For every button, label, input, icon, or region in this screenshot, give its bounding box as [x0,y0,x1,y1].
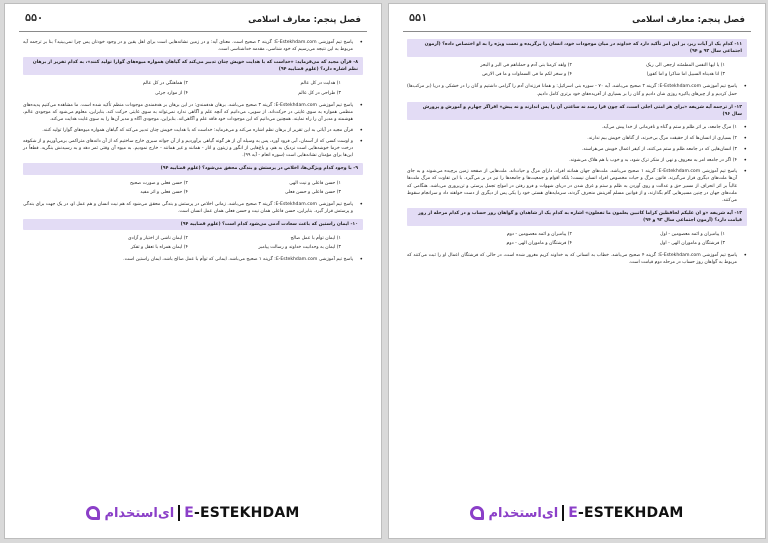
answer-paragraph: • ۳) انسان‌هایی که در جامعه ظلم و ستم می‌کنند، از کیفر اعمال خویش می‌هراسند. [407,145,747,154]
question-box: ۱۰- ایمان راستین که باعث سعادت آدمی می‌شود کدام است؟ (علوم قضاییه ۹۴) [23,219,363,230]
logo-divider [562,505,564,521]
page-content [407,36,747,486]
answer-option: ۲) ولقد کرمنا بنی آدم و حملناهم فی البر و البحر [480,63,572,69]
answer-paragraph: • پاسخ تیم آموزشی E-Estekhdam.com: گزینه ۲ صحیح می‌باشد. آیه ۷۰ - سوره بنی اسرائیل: و همانا فرزندان آدم را گرامی داشتیم و آنان را در خشکی و دریا (بر مرکب‌ها) حمل کردیم و از چیزهای پاکیزه روزی شان دادیم و آنان را بر بسیاری از آفریده‌های خود برتری کامل دادیم. [407,82,747,98]
answer-paragraph: • و اوست کسی که از آسمان، آبی فرود آورد، پس به وسیله آن از هر گونه گیاهی برآوردیم و از آن جوانه سبزی خارج ساختیم که از آن دانه‌های متراکمی برمی‌آوریم و از شکوفه درخت خرما خوشه‌هایی است نزدیک به هم، و باغ‌هایی از انگور و زیتون و انار - همانند و غیر همانند - خارج نمودیم. به میوه آن وقتی ثمر دهد و به رسیدنش بنگرید. قطعاً در این‌ها برای مؤمنان نشانه‌هایی است (سوره انعام - آیه ۹۹). [23,137,363,160]
answer-option: ۴) از موارد جزئی [155,90,188,96]
left-page [4,3,382,539]
brand-logo [449,502,705,524]
right-page [388,3,766,539]
logo-e-icon [86,506,100,520]
answer-option: ۴) فرشتگان و ماموران الهی - دوم [506,241,572,247]
answer-option: ۳) انا هدیناه السبیل اما شاکرا و اما کفورا [646,72,725,78]
page-number: ۵۵۱ [409,13,428,24]
chapter-title: فصل پنجم: معارف اسلامی [248,15,361,25]
answer-option: ۳) فرشتگان و ماموران الهی - اول [659,241,725,247]
answer-options [23,78,363,98]
page-content [23,36,363,486]
brand-fa: ای‌استخدام [104,505,175,521]
answer-option: ۱) هدایت در کل عالم [300,81,341,87]
question-box: ۹- با وجود کدام ویژگی‌ها، اخلاص در پرستش و بندگی محقق می‌شود؟ (علوم قضاییه ۹۴) [23,163,363,174]
answer-option: ۴) و سخر لکم ما فی السماوات و ما فی الارض [482,72,572,78]
answer-option: ۲) ایمان ناشی از اختیار و آزادی [128,236,188,242]
answer-options [407,60,747,80]
answer-paragraph: • پاسخ تیم آموزشی E-Estekhdam.com: گزینه ۳ صحیح می‌باشد. برهان هدفمندی: در این برهان بر هدفمندی موجودات منظم تأکید شده است. ما مشاهده می‌کنیم پدیده‌های منظمی همواره به سوی غایتی در حرکت‌اند. از سویی، می‌دانیم که آنچه علم و آگاهی ندارد نمی‌تواند به سوی غایتی حرکت کند. بنابراین، معلوم می‌شود که موجودی عالم، هوشمند و مدبر آن را راه نمایند. همچنین می‌دانیم که این موجودات خود فاقد علم و آگاهی‌اند. بنابراین، موجودی آگاه و مدبر آن‌ها را به سوی غایت هدایت می‌کند. [23,101,363,124]
answer-option: ۲) حسن فعلی و صورت صحیح [129,180,188,186]
answer-option: ۳) حسن فاعلی و حسن فعلی [284,189,341,195]
answer-paragraph: • پاسخ تیم آموزشی E-Estekhdam.com: گزینه ۱ صحیح می‌باشد. ملت‌های جهان همانند افراد، دارای مرگ و حیات‌اند. ملت‌هایی از صفحه زمین برچیده می‌شوند و به جای آن‌ها ملت‌های دیگری قرار می‌گیرند. قانون مرگ و حیات مخصوص افراد انسان نیست؛ بلکه اقوام و جمعیت‌ها و جامعه‌ها را نیز در بر می‌گیرد. با این تفاوت که مرگ ملت‌ها غالباً بر اثر انحراف از مسیر حق و عدالت و روی آوردن به ظلم و ستم و غرق شدن در دریای شهوات و فرو رفتن در امواج تجمل پرستی و تن‌پروری می‌باشد. هنگامی که ملت‌های جهان در چنین مسیرهایی گام بگذارند، و از قوانین مسلم آفرینش منحرف گردند، سرمایه‌های هستی خود را یکی پس از دیگری از دست خواهند داد و سرانجام سقوط می‌کنند. [407,167,747,205]
answer-paragraph: • پاسخ تیم آموزشی E-Estekhdam.com: گزینه ۲ صحیح است. معنای آیه: و در زمین نشانه‌هایی است برای اهل یقین و در وجود خودتان پس چرا نمی‌بینید؟ بنا بر ترجمه آیه مربوط به این نتیجه می‌رسیم که خود شناسی، مقدمه خداشناسی است. [23,38,363,54]
answer-paragraph: • ۴) اگر در جامعه امر به معروف و نهی از منکر ترک شود، بد و خوب با هم هلاک می‌شوند. [407,156,747,165]
chapter-title: فصل پنجم: معارف اسلامی [632,15,745,25]
answer-option: ۴) ایمان همراه با تعقل و تفکر [130,245,188,251]
answer-options [23,178,363,198]
brand-en: E-ESTEKHDAM [568,505,684,521]
answer-paragraph: • ۱) مرگ جامعه، بر اثر ظلم و ستم و گناه و نافرمانی از خدا پیش می‌آید. [407,123,747,132]
logo-divider [178,505,180,521]
question-box: ۱۳- آیه شریفه «و ان علیکم لحافظین کراما کاتبین یعلمون ما تفعلون» اشاره به کدام یک از شاهدان و گواهان روز حساب و در کدام مرحله از روز قیامت دارد؟ (آزمون اجتماعی سال ۹۳ و ۹۴) [407,208,747,226]
answer-option: ۳) ایمان به وحدانیت خداوند و رسالت پیامبر [258,245,341,251]
page-header [403,13,751,32]
logo-e-icon [470,506,484,520]
answer-option: ۲) پیامبران و ائمه معصومین - دوم [506,232,572,238]
page-header [19,13,367,32]
answer-options [407,229,747,249]
page-number: ۵۵۰ [25,13,44,24]
answer-options [23,233,363,253]
answer-paragraph: • پاسخ تیم آموزشی E-Estekhdam.com: گزینه ۱ صحیح می‌باشد. ایمانی که توأم با عمل صالح باشد، ایمان راستین است. [23,255,363,264]
answer-paragraph: • قرآن مجید در آیاتی به این تقریر از برهان نظم اشاره می‌کند و می‌فرماید: خداست که با هدایت خویش چنان تدبیر می‌کند که گیاهان همواره میوه‌های گوارا تولید کنند. [23,126,363,135]
answer-paragraph: • ۲) بسیاری از انسان‌ها که از حقیقت مرگ بی‌خبرند، از گناهان خویش بیم ندارند. [407,134,747,143]
brand-fa: ای‌استخدام [488,505,559,521]
brand-logo [65,502,321,524]
answer-option: ۱) پیامبران و ائمه معصومین - اول [660,232,725,238]
answer-option: ۳) طراحی در کل عالم [298,90,341,96]
answer-option: ۴) حسن فعلی و اثر مفید [140,189,188,195]
answer-option: ۱) ایمان توأم با عمل صالح [290,236,341,242]
brand-en: E-ESTEKHDAM [184,505,300,521]
answer-paragraph: • پاسخ تیم آموزشی E-Estekhdam.com: گزینه ۴ صحیح می‌باشد. خطاب به انسانی که به خداوند کریم مغرور شده است، در حالی که فرشتگان اعمال او را ثبت می‌کنند که مربوط به گواهان روز حساب در مرحله دوم قیامت است. [407,251,747,267]
answer-option: ۲) هماهنگی در کل عالم [142,81,188,87]
answer-option: ۱) حسن فاعلی و نیت الهی [289,180,341,186]
question-box: ۱۱- کدام یک از آیات زیر، بر این امر تأکید دارد که خداوند در میان موجودات خود، انسان را برگزیده و نعمت ویژه را به او اختصاص داده؟ (آزمون اجتماعی سال ۹۳ و ۹۴) [407,39,747,57]
answer-paragraph: • پاسخ تیم آموزشی E-Estekhdam.com: گزینه ۳ صحیح می‌باشد. زمانی اخلاص در پرستش و بندگی محقق می‌شود که هم نیت انسان و هم عمل او، در یک جهت برای بندگی و پرستش قرار گیرد. بنابراین، حسن فاعلی همان نیت و حسن فعلی همان عمل انسان است. [23,200,363,216]
question-box: ۱۲- از ترجمه آیه شریفه «برای هر امتی اجلی است، که چون فرا رسد نه ساعتی آن را پس اندازند و نه پیش» افزاگر چهارم و آموزش و پرورش سال ۹۶) [407,102,747,120]
answer-option: ۱) یا ایها النفس المطمئنه ارجعی الی ربک [646,63,725,69]
question-box: ۸- قرآن مجید که می‌فرماید: «خداست که با هدایت خویش چنان تدبیر می‌کند که گیاهان همواره میوه‌های گوارا تولید کنند»، به کدام تقریر از برهان نظم اشاره دارد؟ (علوم قضاییه ۹۴) [23,57,363,75]
